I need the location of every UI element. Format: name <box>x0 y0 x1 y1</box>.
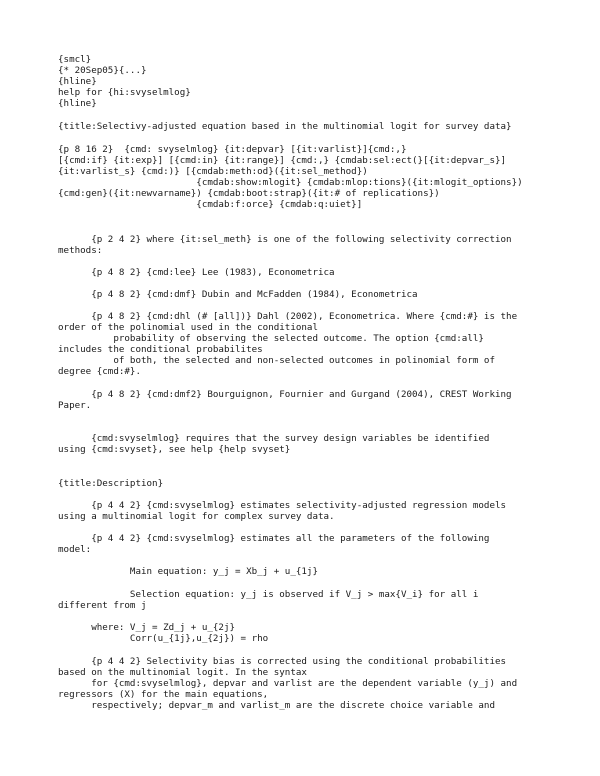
text-line: based on the multinomial logit. In the syntax <box>58 667 307 678</box>
text-line: Paper. <box>58 400 92 411</box>
text-line: regressors (X) for the main equations, <box>58 689 269 700</box>
text-line: {p 2 4 2} where {it:sel_meth} is one of the following selectivity correction <box>58 234 512 245</box>
text-line: Corr(u_{1j},u_{2j}) = rho <box>58 633 269 644</box>
text-line: [{cmd:if} {it:exp}] [{cmd:in} {it:range}] {cmd:,} {cmdab:sel:ect(}[{it:depvar_s}] <box>58 155 507 166</box>
text-line: {hline} <box>58 98 97 109</box>
text-line: help for {hi:svyselmlog} <box>58 87 191 98</box>
text-line: {smcl} <box>58 54 92 65</box>
text-line: {p 4 8 2} {cmd:dmf2} Bourguignon, Fournier and Gurgand (2004), CREST Working <box>58 389 512 400</box>
text-line: for {cmd:svyselmlog}, depvar and varlist are the dependent variable (y_j) and <box>58 678 518 689</box>
text-line: {p 4 4 2} {cmd:svyselmlog} estimates all the parameters of the following <box>58 533 490 544</box>
text-line: {cmd:svyselmlog} requires that the survey design variables be identified <box>58 433 490 444</box>
text-line: using {cmd:svyset}, see help {help svyset} <box>58 444 291 455</box>
text-line: {cmdab:f:orce} {cmdab:q:uiet}] <box>58 199 363 210</box>
text-line: respectively; depvar_m and varlist_m are the discrete choice variable and <box>58 700 495 711</box>
text-line: using a multinomial logit for complex survey data. <box>58 511 335 522</box>
text-line: Main equation: y_j = Xb_j + u_{1j} <box>58 566 318 577</box>
text-line: {cmdab:show:mlogit} {cmdab:mlop:tions}({it:mlogit_options}) <box>58 177 523 188</box>
text-line: {title:Description} <box>58 478 164 489</box>
text-line: {cmd:gen}({it:newvarname}) {cmdab:boot:strap}({it:# of replications}) <box>58 188 440 199</box>
text-line: {p 4 4 2} Selectivity bias is corrected using the conditional probabilities <box>58 656 507 667</box>
text-line: model: <box>58 544 92 555</box>
text-line: Selection equation: y_j is observed if V_j > max{V_i} for all i <box>58 589 479 600</box>
text-line: {hline} <box>58 76 97 87</box>
text-line: {* 20Sep05}{...} <box>58 65 147 76</box>
text-line: includes the conditional probabilites <box>58 344 263 355</box>
text-line: order of the polinomial used in the conditional <box>58 322 318 333</box>
text-line: {title:Selectivy-adjusted equation based in the multinomial logit for survey data} <box>58 121 512 132</box>
text-line: {p 4 4 2} {cmd:svyselmlog} estimates selectivity-adjusted regression models <box>58 500 507 511</box>
text-line: {p 4 8 2} {cmd:lee} Lee (1983), Econometrica <box>58 267 335 278</box>
text-line: degree {cmd:#}. <box>58 366 141 377</box>
text-line: probability of observing the selected outcome. The option {cmd:all} <box>58 333 484 344</box>
text-line: of both, the selected and non-selected outcomes in polinomial form of <box>58 355 495 366</box>
text-line: where: V_j = Zd_j + u_{2j} <box>58 622 236 633</box>
text-line: {it:varlist_s} {cmd:)} [{cmdab:meth:od}({it:sel_method}) <box>58 166 368 177</box>
text-line: {p 4 8 2} {cmd:dmf} Dubin and McFadden (1984), Econometrica <box>58 289 418 300</box>
text-line: {p 4 8 2} {cmd:dhl (# [all])} Dahl (2002), Econometrica. Where {cmd:#} is the <box>58 311 518 322</box>
text-line: {p 8 16 2} {cmd: svyselmlog} {it:depvar} [{it:varlist}]{cmd:,} <box>58 144 407 155</box>
text-line: different from j <box>58 600 147 611</box>
text-line: methods: <box>58 245 103 256</box>
